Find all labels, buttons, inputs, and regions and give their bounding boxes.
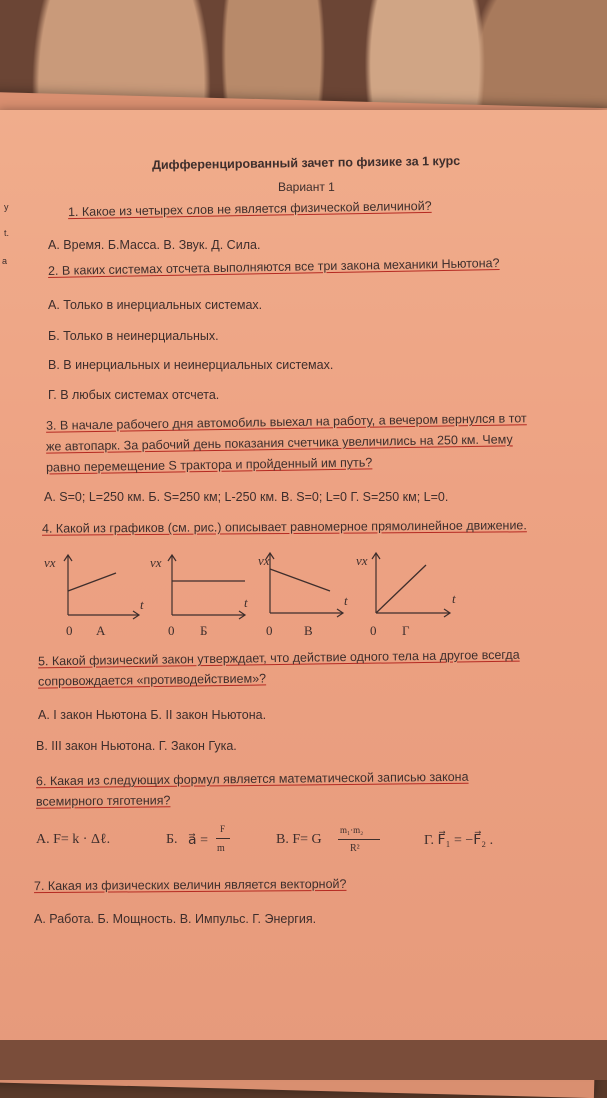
question-6-line-2: всемирного тяготения? (35, 793, 171, 809)
graph-b-y-axis-label: vx (150, 555, 162, 570)
formula-d: Г. F⃗₁ = −F⃗₂ . (424, 833, 494, 848)
page-title: Дифференцированный зачет по физике за 1 курс (151, 153, 461, 173)
question-3-line-1: 3. В начале рабочего дня автомобиль выехал на работу, а вечером вернулся в тот (45, 411, 527, 433)
question-3-line-2: же автопарк. За рабочий день показания счетчика увеличились на 250 км. Чему (45, 432, 513, 454)
question-1: 1. Какое из четырех слов не является физической величиной? (67, 198, 432, 220)
formula-c-denominator: R² (350, 843, 360, 854)
formula-b-fraction-bar (216, 838, 230, 839)
graph-v-y-axis-label: vx (258, 553, 270, 568)
graph-g-origin: 0 (370, 623, 377, 638)
formula-a: А. F= k · Δℓ. (36, 832, 111, 847)
graph-v-label: В (304, 623, 313, 638)
formula-b-numerator: F (220, 824, 226, 834)
question-7: 7. Какая из физических величин является векторной? (33, 876, 347, 894)
formula-c-numerator: m₁·m₂ (340, 825, 364, 835)
graph-b-t-label: t (244, 595, 248, 610)
carpet-edge (0, 1040, 607, 1080)
graph-v (248, 553, 348, 648)
formula-b-prefix: Б. (166, 832, 178, 847)
question-3-answers: А. S=0; L=250 км. Б. S=250 км; L-250 км. В. S=0; L=0 Г. S=250 км; L=0. (44, 490, 449, 504)
graph-a-label: А (96, 623, 106, 638)
graph-b (150, 555, 248, 650)
question-5-answers-cd: В. III закон Ньютона. Г. Закон Гука. (36, 739, 237, 753)
edge-mark: у (4, 202, 9, 212)
question-2-answer-b: Б. Только в неинерциальных. (48, 329, 219, 343)
question-4: 4. Какой из графиков (см. рис.) описывает равномерное прямолинейное движение. (41, 518, 527, 536)
question-5-line-2: сопровождается «противодействием»? (37, 671, 267, 689)
question-5-answers-ab: А. I закон Ньютона Б. II закон Ньютона. (38, 708, 267, 722)
formula-b-lhs: a⃗ = (188, 833, 208, 848)
graph-g-t-label: t (452, 591, 456, 606)
graph-b-origin: 0 (168, 623, 175, 638)
graph-a-svg (44, 555, 139, 650)
graph-g (352, 553, 456, 648)
variant-label: Вариант 1 (278, 180, 335, 194)
graph-a-y-axis-label: vx (44, 555, 56, 570)
question-6-line-1: 6. Какая из следующих формул является математической записью закона (35, 769, 469, 789)
question-2: 2. В каких системах отсчета выполняются все три закона механики Ньютона? (47, 256, 500, 278)
question-1-answers: А. Время. Б.Масса. В. Звук. Д. Сила. (48, 238, 261, 252)
formula-c-prefix: В. F= G (276, 832, 322, 847)
graph-v-t-label: t (344, 593, 348, 608)
question-2-answer-d: Г. В любых системах отсчета. (48, 388, 220, 402)
graph-b-svg (150, 555, 245, 650)
question-5-line-1: 5. Какой физический закон утверждает, что действие одного тела на другое всегда (37, 647, 520, 669)
formula-c-fraction-bar (338, 839, 380, 840)
graph-a (44, 555, 144, 650)
graph-b-label: Б (200, 623, 208, 638)
edge-mark: а (2, 256, 8, 266)
question-2-answer-c: В. В инерциальных и неинерциальных системах. (48, 358, 334, 372)
graph-a-t-label: t (140, 597, 144, 612)
graph-a-origin: 0 (66, 623, 73, 638)
edge-mark: t. (4, 228, 10, 238)
formula-b-denominator: m (217, 843, 225, 854)
question-7-answers: А. Работа. Б. Мощность. В. Импульс. Г. Энергия. (34, 912, 317, 926)
graph-v-origin: 0 (266, 623, 273, 638)
question-3-line-3: равно перемещение S трактора и пройденный им путь? (45, 455, 373, 475)
graph-g-label: Г (402, 623, 410, 638)
graph-g-y-axis-label: vx (356, 553, 368, 568)
question-2-answer-a: А. Только в инерциальных системах. (48, 298, 263, 312)
exam-sheet (0, 110, 607, 1070)
